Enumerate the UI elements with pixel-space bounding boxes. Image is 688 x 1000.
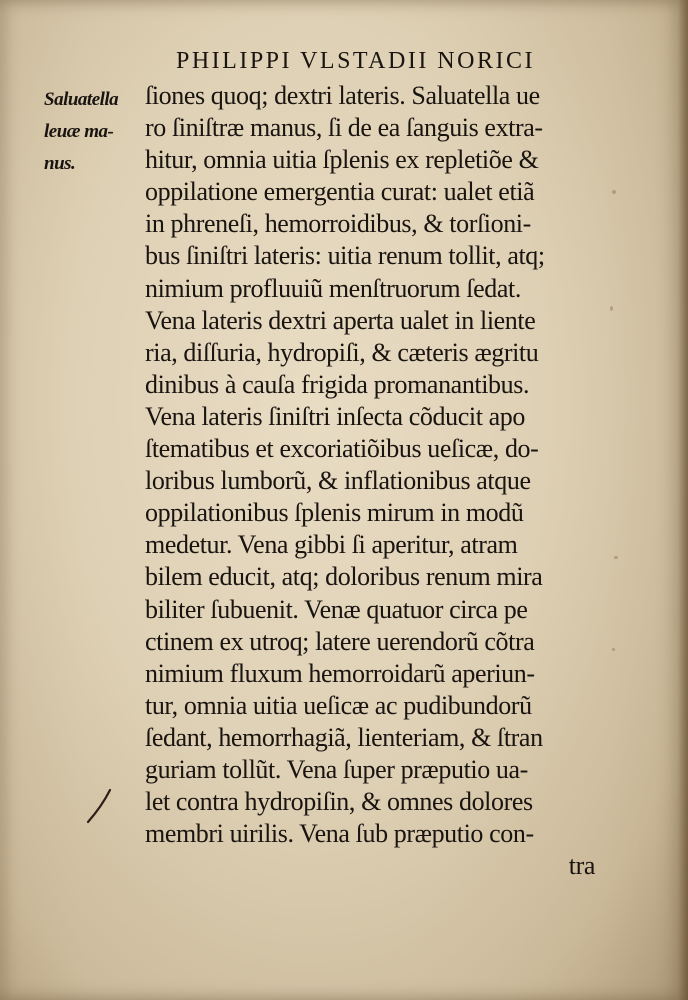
text-line: tur, omnia uitia ueſicæ ac pudibundorũ (145, 690, 532, 720)
text-line: nimium fluxum hemorroidarũ aperiun- (145, 658, 535, 688)
text-line: ſedant, hemorrhagiã, lienteriam, & ſtran (145, 722, 543, 752)
text-line: bus ſiniſtri lateris: uitia renum tollit, atq; (145, 241, 545, 271)
stain-spot (610, 306, 613, 311)
body-text (145, 80, 605, 882)
text-line: ſiones quoq; dextri lateris. Saluatella ue (145, 81, 540, 110)
page-edge-shadow (678, 0, 688, 1000)
marginal-note-line: leuæ ma- (44, 121, 114, 142)
stain-spot (612, 648, 615, 651)
text-line: ſtematibus et excoriatiõibus ueſicæ, do- (145, 434, 539, 464)
text-line: oppilationibus ſplenis mirum in modũ (145, 498, 524, 528)
text-line: ria, diſſuria, hydropiſi, & cæteris ægritu (145, 337, 539, 367)
text-line: medetur. Vena gibbi ſi aperitur, atram (145, 530, 518, 560)
marginal-note-line: nus. (44, 153, 76, 174)
text-line: dinibus à cauſa frigida promanantibus. (145, 369, 530, 399)
text-line: hitur, omnia uitia ſplenis ex repletiõe & (145, 145, 539, 175)
marginal-note (44, 84, 144, 180)
text-line: ro ſiniſtræ manus, ſi de ea ſanguis extra- (145, 113, 543, 143)
text-line: ctinem ex utroq; latere uerendorũ cõtra (145, 626, 535, 656)
text-line: membri uirilis. Vena ſub præputio con- (145, 819, 534, 849)
text-line: oppilatione emergentia curat: ualet etiã (145, 177, 535, 207)
text-line: Vena lateris dextri aperta ualet in liente (145, 305, 536, 335)
text-line: loribus lumborũ, & inflationibus atque (145, 466, 531, 496)
text-line: nimium profluuiũ menſtruorum ſedat. (145, 273, 521, 303)
text-line: biliter ſubuenit. Venæ quatuor circa pe (145, 594, 528, 624)
marginal-note-line: Saluatella (44, 89, 119, 110)
text-line: guriam tollũt. Vena ſuper præputio ua- (145, 754, 528, 784)
text-line: in phreneſi, hemorroidibus, & torſioni- (145, 209, 531, 239)
catchword: tra (568, 851, 595, 881)
pen-stroke-mark (84, 786, 114, 826)
running-head: PHILIPPI VLSTADII NORICI (176, 48, 535, 74)
text-line: bilem educit, atq; doloribus renum mira (145, 562, 543, 592)
text-line: let contra hydropiſin, & omnes dolores (145, 787, 533, 817)
stain-spot (614, 556, 618, 559)
text-line: Vena lateris ſiniſtri inſecta cõducit apo (145, 401, 525, 431)
stain-spot (612, 190, 616, 194)
